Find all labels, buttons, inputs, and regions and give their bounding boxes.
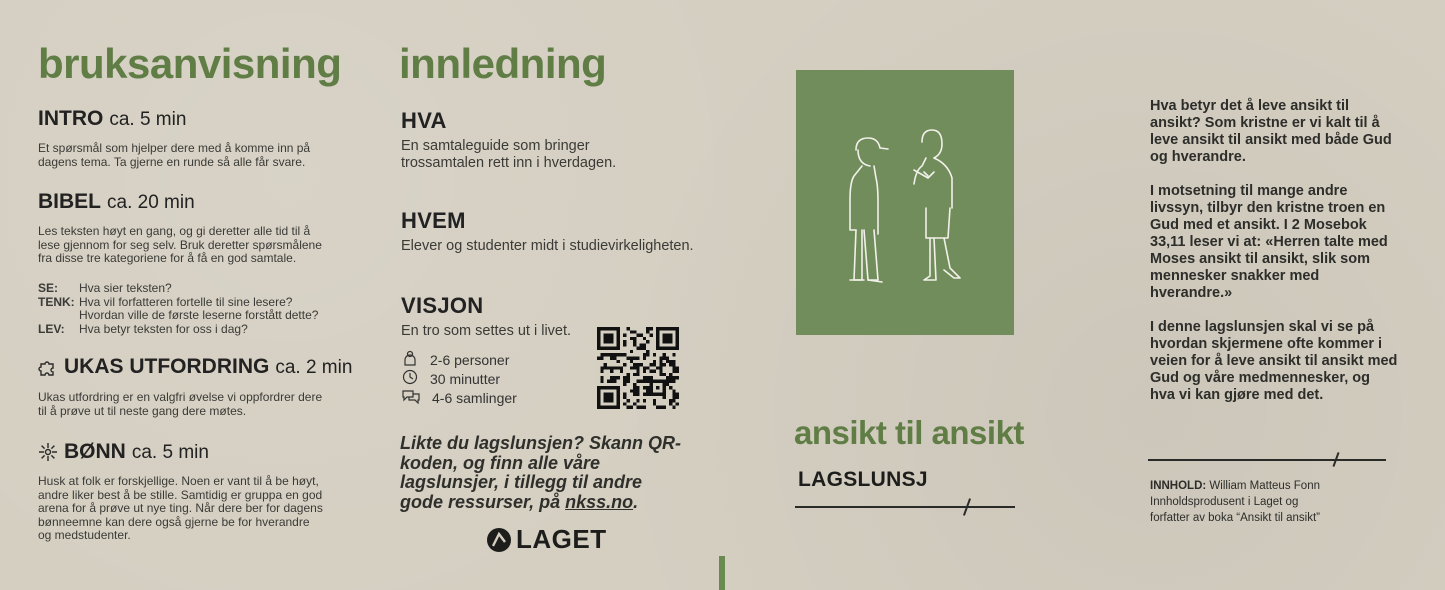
- puzzle-icon: [38, 357, 58, 377]
- credit-label: INNHOLD:: [1150, 480, 1207, 492]
- bibel-label: BIBEL: [38, 190, 101, 213]
- back-paragraph: I denne lagslunsjen skal vi se på hvordan skjermene ofte kommer i veien for å leve ansikt til ansikt med Gud og våre medmennesker, og hva vi kan gjøre med det.: [1150, 319, 1398, 403]
- hvem-heading: HVEM: [401, 208, 466, 233]
- credit-divider: [1148, 459, 1386, 461]
- nkss-link[interactable]: nkss.no: [565, 491, 634, 512]
- fact-item: [402, 350, 517, 369]
- chat-icon: [402, 388, 420, 407]
- hva-text: En samtaleguide som bringer trossamtalen rett inn i hverdagen.: [401, 138, 617, 171]
- bibel-heading: [38, 190, 195, 214]
- laget-logo-text: LAGET: [516, 524, 607, 554]
- bonn-text: Husk at folk er forskjellige. Noen er vant til å be høyt, andre liker best å be stille. Samtidig er gruppa en god arena for å prøve ut nye ting. Når dere ber for dagens bønneemne kan dere også gjerne be for hverandre og medstudenter.: [38, 474, 323, 542]
- sparkle-icon: [38, 442, 58, 462]
- cover-title: ansikt til ansikt: [794, 414, 1024, 451]
- cta-prefix: Likte du lagslunsjen? Skann QR-koden, og finn alle våre lagslunsjer, i tillegg til andre gode ressurser, på: [400, 433, 682, 512]
- intro-text: Et spørsmål som hjelper dere med å komme inn på dagens tema. Ta gjerne en runde så alle får svare.: [38, 141, 311, 169]
- bonn-heading: [38, 440, 209, 464]
- question-text: Hva betyr teksten for oss i dag?: [79, 321, 248, 336]
- question-key: LEV:: [38, 321, 65, 336]
- back-paragraph: I motsetning til mange andre livssyn, tilbyr den kristne troen en Gud med et ansikt. I 2 Mosebok 33,11 leser vi at: «Herren talte med Moses ansikt til ansikt, slik som mennesker snakker med hverandre.»: [1150, 183, 1388, 301]
- back-text: [1150, 98, 1398, 421]
- bibel-text: Les teksten høyt en gang, og gi deretter alle tid til å lese gjennom for seg selv. Bruk deretter spørsmålene fra disse tre kategoriene for å få en god samtale.: [38, 224, 322, 265]
- two-people-illustration: [796, 70, 1014, 335]
- ukas-label: UKAS UTFORDRING: [64, 355, 270, 378]
- fact-text: 2-6 personer: [430, 351, 510, 368]
- credit-name: William Matteus Fonn: [1209, 480, 1320, 492]
- qr-code[interactable]: [597, 327, 679, 409]
- fact-item: [402, 369, 517, 388]
- credit-block: [1150, 478, 1390, 526]
- innledning-title: innledning: [399, 40, 607, 87]
- ukas-heading: [38, 355, 352, 379]
- cover-divider: [795, 506, 1015, 508]
- question-list: [38, 282, 338, 336]
- bonn-duration: ca. 5 min: [131, 442, 209, 463]
- question-text: Hva vil forfatteren fortelle til sine lesere? Hvordan ville de første leserne forstått dette?: [79, 294, 319, 322]
- laget-logo: [487, 524, 607, 555]
- cta-suffix: .: [633, 491, 639, 512]
- facts-list: [402, 350, 517, 407]
- fact-text: 4-6 samlinger: [432, 389, 517, 406]
- intro-heading: [38, 107, 186, 131]
- fact-text: 30 minutter: [430, 370, 501, 387]
- clock-icon: [402, 369, 418, 388]
- hvem-text: Elever og studenter midt i studievirkeligheten.: [401, 238, 694, 254]
- question-text: Hva sier teksten?: [79, 281, 172, 295]
- question-key: TENK:: [38, 294, 75, 309]
- intro-label: INTRO: [38, 107, 104, 130]
- bibel-duration: ca. 20 min: [107, 192, 195, 213]
- people-icon: [402, 350, 418, 369]
- visjon-text: En tro som settes ut i livet.: [401, 323, 572, 339]
- laget-logo-icon: [487, 528, 511, 552]
- bruksanvisning-title: bruksanvisning: [38, 40, 342, 87]
- credit-line: forfatter av boka “Ansikt til ansikt”: [1150, 512, 1321, 524]
- ukas-text: Ukas utfordring er en valgfri øvelse vi oppfordrer dere til å prøve ut til neste gang dere møtes.: [38, 390, 323, 418]
- credit-line: Innholdsprodusent i Laget og: [1150, 496, 1299, 508]
- bonn-label: BØNN: [64, 440, 126, 463]
- cover-illustration-panel: [796, 70, 1014, 335]
- ukas-duration: ca. 2 min: [275, 357, 353, 378]
- back-paragraph: Hva betyr det å leve ansikt til ansikt? Som kristne er vi kalt til å leve ansikt til ansikt med både Gud og hverandre.: [1150, 98, 1392, 165]
- question-key: SE:: [38, 281, 59, 295]
- hva-heading: HVA: [401, 108, 447, 133]
- fact-item: [402, 388, 517, 407]
- fold-marker: [719, 556, 725, 590]
- cta-text: [400, 434, 690, 512]
- intro-duration: ca. 5 min: [109, 109, 187, 130]
- cover-subtitle: LAGSLUNSJ: [798, 468, 928, 491]
- visjon-heading: VISJON: [401, 293, 484, 318]
